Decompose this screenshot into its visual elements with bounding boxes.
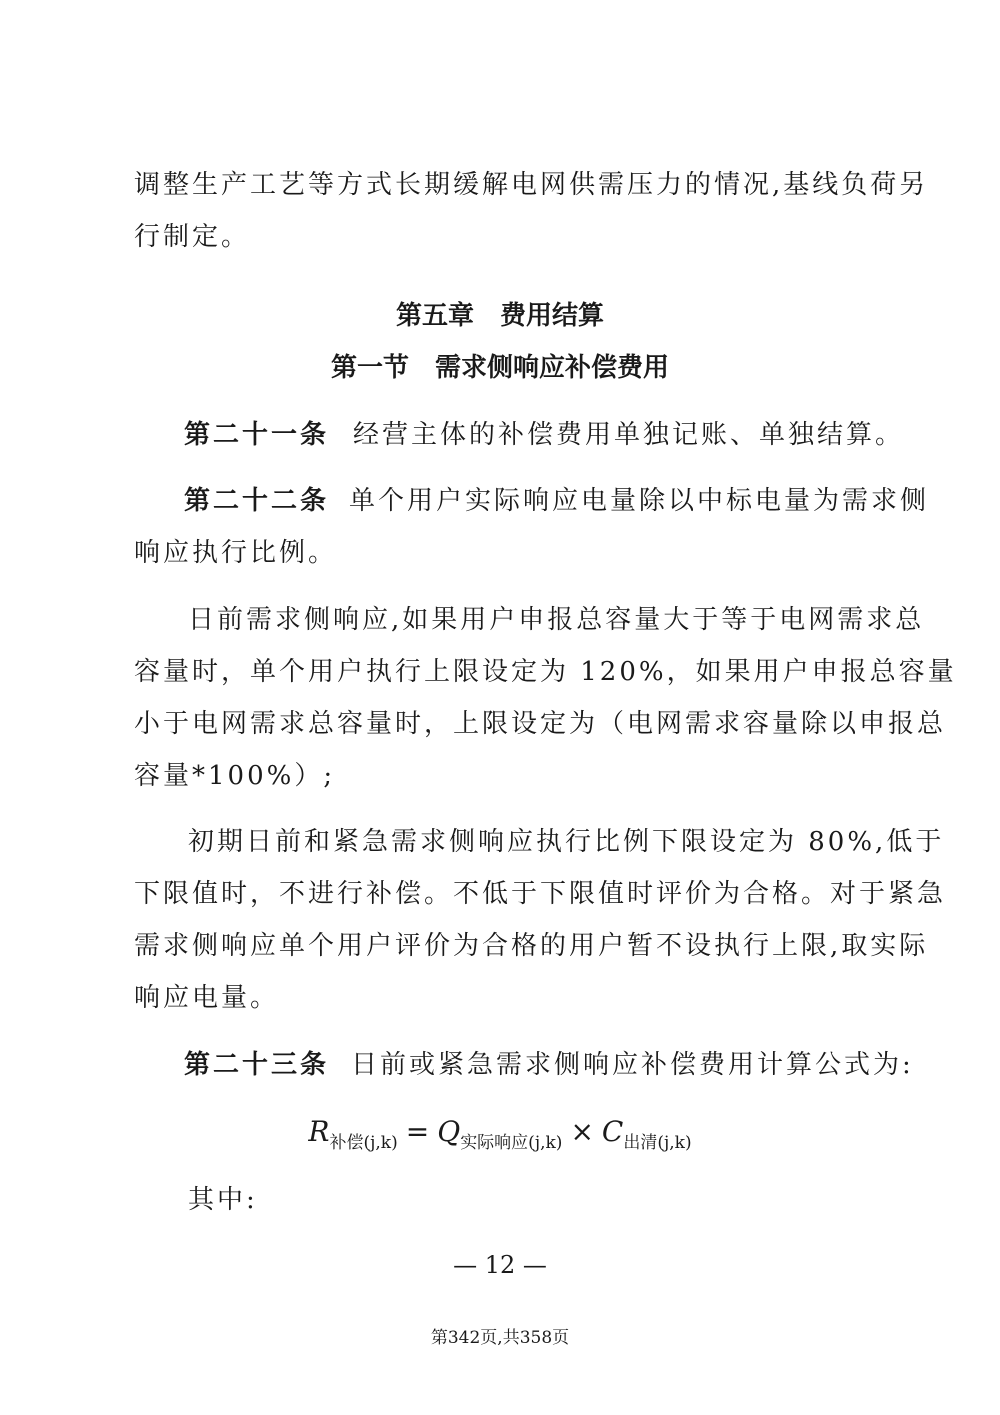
paragraph-lowerlimit-line-4: 响应电量。 bbox=[134, 983, 280, 1013]
article-23 bbox=[184, 1049, 914, 1081]
article-22-text: 单个用户实际响应电量除以中标电量为需求侧 bbox=[349, 486, 930, 516]
where-label: 其中: bbox=[188, 1185, 258, 1215]
paragraph-dayahead-line-3: 小于电网需求总容量时，上限设定为（电网需求容量除以申报总 bbox=[134, 709, 947, 739]
formula-equals: = bbox=[405, 1115, 430, 1148]
article-21-label: 第二十一条 bbox=[184, 420, 330, 450]
section-title: 第一节 需求侧响应补偿费用 bbox=[330, 353, 669, 383]
paragraph-lowerlimit-line-1: 初期日前和紧急需求侧响应执行比例下限设定为 80%,低于 bbox=[188, 827, 945, 857]
paragraph-intro-line-1: 调整生产工艺等方式长期缓解电网供需压力的情况,基线负荷另 bbox=[134, 170, 929, 200]
formula-c: C bbox=[601, 1115, 624, 1148]
paragraph-dayahead-line-2: 容量时，单个用户执行上限设定为 120%，如果用户申报总容量 bbox=[134, 657, 957, 687]
formula-times: × bbox=[570, 1115, 594, 1148]
compensation-formula bbox=[0, 1112, 1000, 1152]
paragraph-dayahead-line-1: 日前需求侧响应,如果用户申报总容量大于等于电网需求总 bbox=[188, 605, 925, 635]
article-22-line-1 bbox=[184, 485, 929, 517]
article-23-text: 日前或紧急需求侧响应补偿费用计算公式为: bbox=[351, 1050, 914, 1080]
article-21-text: 经营主体的补偿费用单独记账、单独结算。 bbox=[353, 420, 905, 450]
paragraph-dayahead-line-4: 容量*100%）; bbox=[134, 761, 336, 791]
page-footer: 第342页,共358页 bbox=[430, 1328, 570, 1348]
article-21 bbox=[184, 419, 904, 451]
article-22-label: 第二十二条 bbox=[184, 486, 330, 516]
page-number: — 12 — bbox=[453, 1251, 547, 1279]
chapter-title: 第五章 费用结算 bbox=[395, 301, 604, 331]
paragraph-lowerlimit-line-2: 下限值时，不进行补偿。不低于下限值时评价为合格。对于紧急 bbox=[134, 879, 947, 909]
formula-r: R bbox=[308, 1115, 330, 1148]
formula-q-subscript: 实际响应(j,k) bbox=[460, 1133, 563, 1153]
paragraph-lowerlimit-line-3: 需求侧响应单个用户评价为合格的用户暂不设执行上限,取实际 bbox=[134, 931, 929, 961]
formula-c-subscript: 出清(j,k) bbox=[623, 1133, 692, 1153]
paragraph-intro-line-2: 行制定。 bbox=[134, 222, 251, 252]
article-23-label: 第二十三条 bbox=[184, 1050, 330, 1080]
formula-r-subscript: 补偿(j,k) bbox=[329, 1133, 398, 1153]
formula-q: Q bbox=[437, 1115, 461, 1148]
article-22-line-2: 响应执行比例。 bbox=[134, 538, 338, 568]
